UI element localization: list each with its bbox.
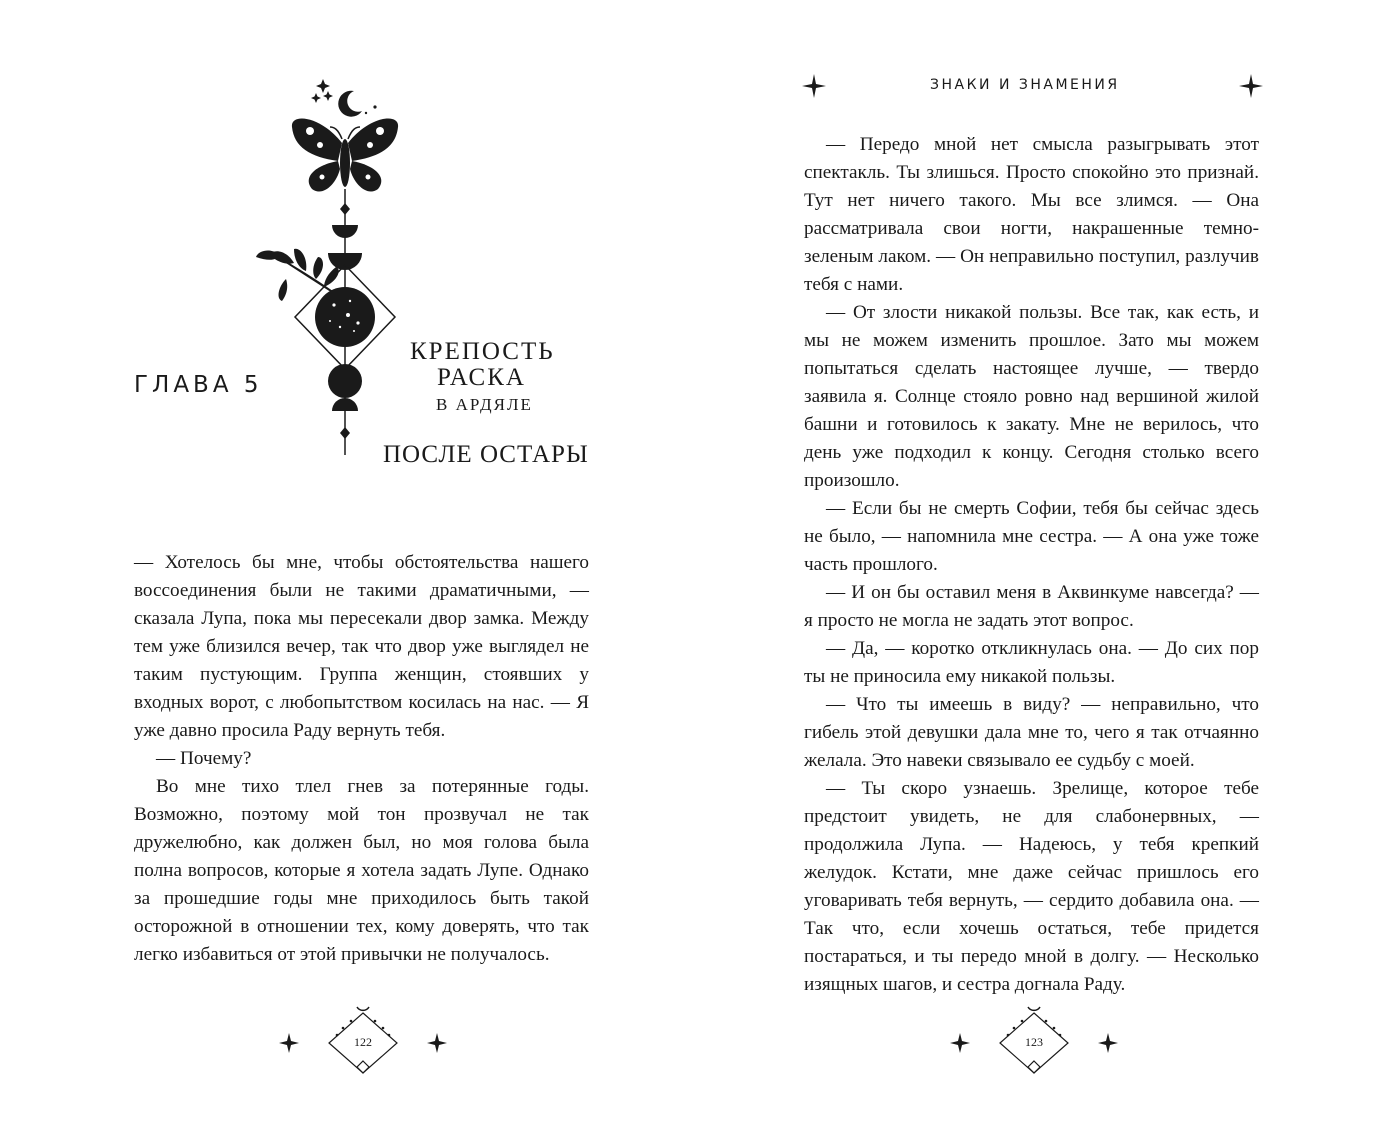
paragraph: — Да, — коротко откликнулась она. — До сих пор ты не приносила ему никакой пользы. [804,638,1259,687]
left-body-text [134,549,589,969]
chapter-label: ГЛАВА 5 [134,372,263,398]
right-body-text [804,131,1259,999]
paragraph: — Что ты имеешь в виду? — неправильно, что гибель этой девушки дала мне то, чего я так отчаянно желала. Это навеки связывало ее судьбу с моей. [804,694,1259,771]
page-number: 123 [1025,1035,1043,1049]
star-icon [802,74,826,98]
footer-ornament-left [273,1005,453,1075]
chapter-title-line-3: В АРДЯЛЕ [436,395,533,414]
paragraph: — Почему? [156,748,252,769]
paragraph: — И он бы оставил меня в Аквинкуме навсегда? — я просто не могла не задать этот вопрос. [804,582,1259,631]
paragraph: Во мне тихо тлел гнев за потерянные годы. Возможно, поэтому мой тон прозвучал не так дружелюбно, как должен был, но моя голова была полна вопросов, которые я хотела задать Лупе. Однако за прошедшие годы мне приходилось быть такой осторожной в отношении тех, кому доверять, что так легко избавиться от этой привычки не получалось. [134,776,589,965]
running-head: ЗНАКИ И ЗНАМЕНИЯ [930,77,1120,93]
paragraph: — Ты скоро узнаешь. Зрелище, которое тебе предстоит увидеть, не для слабонервных, — продолжила Лупа. — Надеюсь, у тебя крепкий желудок. Кстати, мне даже сейчас пришлось его уговаривать тебя вернуть, — сердито добавила она. — Так что, если хочешь остаться, тебе придется постараться, и ты передо мной в долгу. — Несколько изящных шагов, и сестра догнала Раду. [804,778,1259,995]
chapter-title-line-4: ПОСЛЕ ОСТАРЫ [383,441,589,468]
paragraph: — Хотелось бы мне, чтобы обстоятельства нашего воссоединения были не такими драматичными, — сказала Лупа, пока мы пересекали двор замка. Между тем уже близился вечер, так что двор уже выглядел не таким пустующим. Группа женщин, стоявших у входных ворот, с любопытством косилась на нас. — Я уже давно просила Раду вернуть тебя. [134,552,589,741]
paragraph: — От злости никакой пользы. Все так, как есть, и мы не можем изменить прошлое. Зато мы можем попытаться сделать настоящее лучше, — твердо заявила я. Солнце стояло ровно над вершиной жилой башни и готовилось к закату. Мне не верилось, что день уже подходил к концу. Сегодня столько всего произошло. [804,302,1259,491]
footer-ornament-right [944,1005,1124,1075]
page-number: 122 [354,1035,372,1049]
chapter-title-line-1: КРЕПОСТЬ [410,338,555,365]
paragraph: — Передо мной нет смысла разыгрывать этот спектакль. Ты злишься. Просто спокойно это признай. Тут нет ничего такого. Мы все злимся. — Она рассматривала свои ногти, накрашенные темно-зеленым лаком. — Он неправильно поступил, разлучив тебя с нами. [804,134,1259,295]
star-icon [1239,74,1263,98]
paragraph: — Если бы не смерть Софии, тебя бы сейчас здесь не было, — напомнила мне сестра. — А она уже тоже часть прошлого. [804,498,1259,575]
moth-moon-ornament-icon [250,65,430,465]
chapter-title-line-2: РАСКА [437,364,526,391]
